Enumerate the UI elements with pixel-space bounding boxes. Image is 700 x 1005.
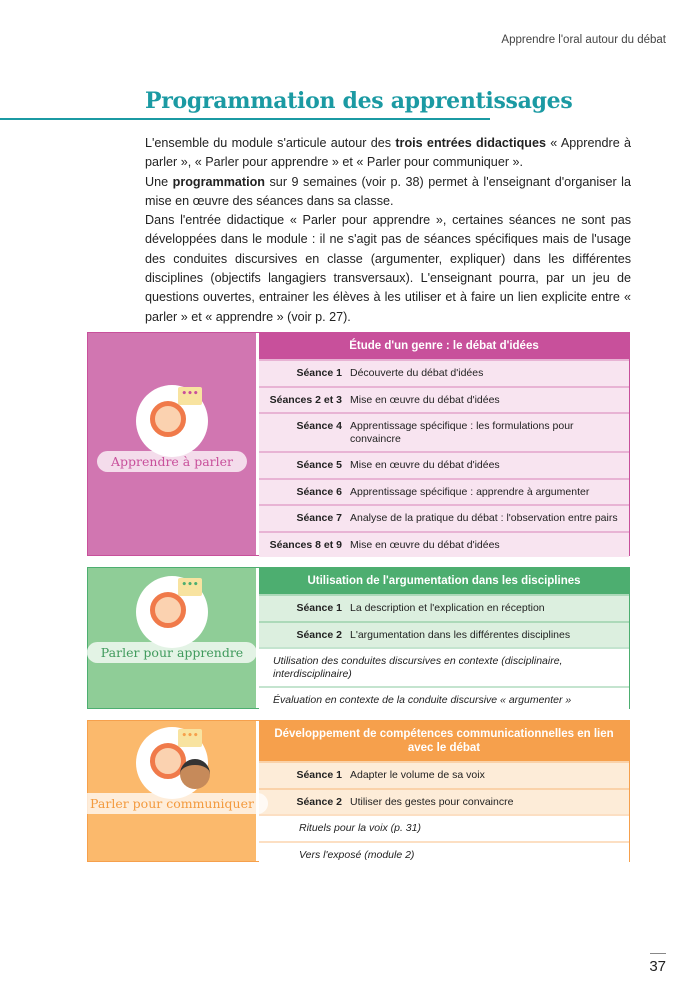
session-description: Vers l'exposé (module 2) (299, 848, 415, 861)
session-label: Séance 1 (296, 367, 342, 379)
bold-term: programmation (172, 174, 265, 189)
session-table (259, 333, 629, 555)
table-row (259, 451, 629, 478)
paragraph (145, 211, 631, 327)
session-description: L'argumentation dans les différentes disciplines (350, 628, 571, 641)
text-segment: « Apprendre à parler », « Parler pour apprendre » et « Parler pour communiquer ». (145, 136, 631, 170)
table-row (259, 531, 629, 558)
session-description: Rituels pour la voix (p. 31) (299, 822, 421, 834)
session-description: Découverte du débat d'idées (350, 367, 484, 379)
session-label: Séance 5 (296, 459, 342, 471)
session-description: Apprentissage spécifique : apprendre à argumenter (350, 485, 590, 498)
intro-text (145, 134, 631, 327)
session-description: Mise en œuvre du débat d'idées (350, 538, 500, 551)
entry-label: Apprendre à parler (97, 451, 247, 472)
entry-label: Parler pour apprendre (87, 642, 257, 663)
page-title: Programmation des apprentissages (145, 88, 573, 114)
bold-term: trois entrées didactiques (395, 136, 547, 150)
running-header: Apprendre l'oral autour du débat (501, 34, 666, 46)
paragraph (145, 173, 631, 212)
table-header: Étude d'un genre : le débat d'idées (259, 333, 629, 359)
session-label: Séances 8 et 9 (269, 538, 342, 551)
text-segment: L'ensemble du module s'articule autour des (145, 136, 396, 150)
session-table (259, 568, 629, 708)
speech-bubble-icon: ••• (178, 729, 202, 747)
text-segment: Une (145, 174, 173, 189)
speech-bubble-icon: ••• (178, 387, 202, 405)
child-face-icon (150, 401, 186, 437)
session-description: Utilisation des conduites discursives en contexte (disciplinaire, interdisciplinaire) (273, 655, 563, 680)
session-label: Séances 2 et 3 (269, 393, 342, 406)
session-description: Apprentissage spécifique : les formulations pour convaincre (350, 420, 574, 445)
page-number: 37 (649, 958, 666, 975)
session-description: La description et l'explication en réception (350, 602, 545, 614)
block-parler-pour-communiquer (87, 720, 630, 862)
table-row (259, 788, 629, 815)
session-label: Séance 2 (296, 628, 342, 641)
speech-bubble-icon: ••• (178, 578, 202, 596)
session-description: Mise en œuvre du débat d'idées (350, 393, 500, 406)
session-table (259, 721, 629, 861)
table-row (259, 412, 629, 451)
entry-illustration-panel (88, 568, 256, 708)
table-row (259, 686, 629, 713)
title-underline (0, 118, 490, 120)
entry-illustration-panel (88, 721, 256, 861)
session-label: Séance 1 (296, 769, 342, 781)
block-apprendre-a-parler (87, 332, 630, 556)
table-row (259, 594, 629, 621)
child-face-icon (180, 759, 210, 789)
table-row (259, 761, 629, 788)
session-label: Séance 6 (296, 485, 342, 498)
session-description: Évaluation en contexte de la conduite discursive « argumenter » (273, 694, 572, 706)
session-description: Utiliser des gestes pour convaincre (350, 795, 514, 808)
table-header: Utilisation de l'argumentation dans les disciplines (259, 568, 629, 594)
table-row (259, 841, 629, 868)
session-description: Analyse de la pratique du débat : l'observation entre pairs (350, 512, 618, 524)
table-row (259, 621, 629, 648)
block-parler-pour-apprendre (87, 567, 630, 709)
table-row (259, 478, 629, 505)
text-segment: sur 9 semaines (voir p. 38) permet à l'enseignant d'organiser la mise en œuvre des séances dans sa classe. (145, 174, 631, 208)
table-header: Développement de compétences communicationnelles en lien avec le débat (259, 721, 629, 761)
session-description: Adapter le volume de sa voix (350, 769, 485, 781)
text-segment: Dans l'entrée didactique « Parler pour apprendre », certaines séances ne sont pas développées dans le module : il ne s'agit pas de séances spécifiques mais de l'usage des conduites discursives en classe (argumenter, expliquer) dans les différentes disciplines (objectifs langagiers transversaux). L'enseignant pourra, par un jeu de questions ouvertes, entrainer les élèves à les utiliser et à faire un lien explicite entre « parler » et « apprendre » (voir p. 27). (145, 213, 631, 324)
table-row (259, 814, 629, 841)
session-description: Mise en œuvre du débat d'idées (350, 459, 500, 471)
page-number-rule (650, 953, 666, 954)
paragraph (145, 134, 631, 173)
entry-illustration-panel (88, 333, 256, 555)
session-label: Séance 2 (296, 795, 342, 808)
child-face-icon (150, 592, 186, 628)
table-row (259, 359, 629, 386)
entry-label: Parler pour communiquer (76, 793, 268, 814)
table-row (259, 504, 629, 531)
session-label: Séance 1 (296, 602, 342, 614)
session-label: Séance 7 (296, 512, 342, 524)
table-row (259, 386, 629, 413)
session-label: Séance 4 (296, 420, 342, 432)
table-row (259, 647, 629, 686)
